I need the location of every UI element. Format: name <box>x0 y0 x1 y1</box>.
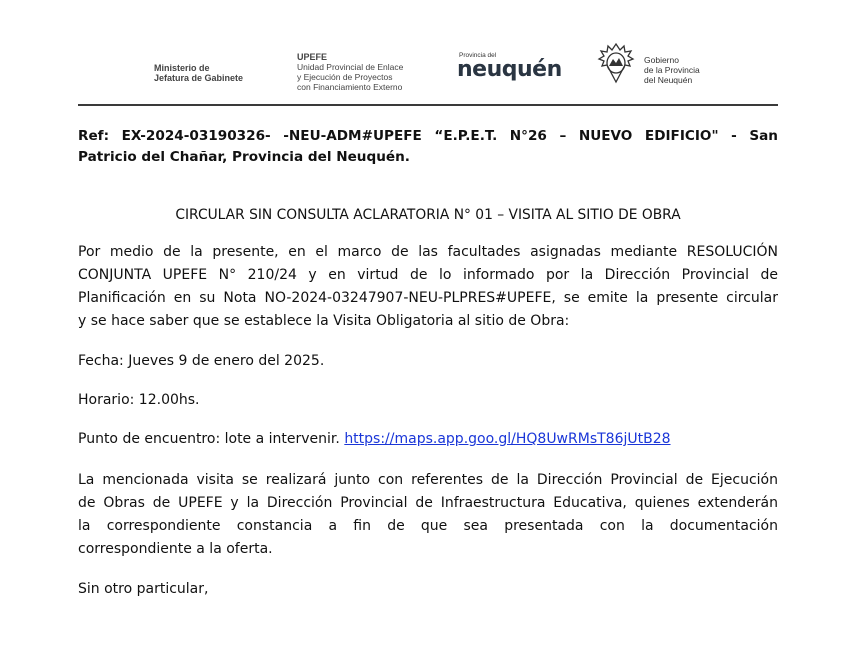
intro-paragraph <box>78 241 778 333</box>
upefe-line-2: y Ejecución de Proyectos <box>297 72 393 82</box>
intro-line: Planificación en su Nota NO-2024-03247907-NEU-PLPRES#UPEFE, se emite la presente circular <box>78 290 778 306</box>
gobierno-logo <box>644 55 700 85</box>
provincial-seal-icon <box>597 42 635 84</box>
intro-line: CONJUNTA UPEFE N° 210/24 y en virtud de lo informado por la Dirección Provincial de <box>78 267 778 283</box>
circular-title: CIRCULAR SIN CONSULTA ACLARATORIA N° 01 – VISITA AL SITIO DE OBRA <box>175 207 681 223</box>
gobierno-line-3: del Neuquén <box>644 75 693 85</box>
intro-line: Por medio de la presente, en el marco de las facultades asignadas mediante RESOLUCIÓN <box>78 244 778 260</box>
reference-line-2: Patricio del Chañar, Provincia del Neuquén. <box>78 149 410 165</box>
provincia-wordmark: neuquén <box>457 57 562 82</box>
punto-encuentro-line <box>78 428 778 451</box>
reference-line-1: Ref: EX-2024-03190326- -NEU-ADM#UPEFE “E.P.E.T. N°26 – NUEVO EDIFICIO" - San <box>78 128 778 144</box>
upefe-acronym: UPEFE <box>297 52 328 62</box>
visita-paragraph <box>78 469 778 561</box>
header-divider <box>78 104 778 106</box>
ministerio-line-1: Ministerio de <box>154 63 210 73</box>
upefe-line-1: Unidad Provincial de Enlace <box>297 62 404 72</box>
punto-encuentro-label: Punto de encuentro: lote a intervenir. <box>78 431 340 447</box>
provincia-neuquen-logo <box>457 52 562 81</box>
ministerio-line-2: Jefatura de Gabinete <box>154 73 244 83</box>
provincia-small-text: Provincia del <box>459 52 497 59</box>
visita-line: La mencionada visita se realizará junto con referentes de la Dirección Provincial de Ejecución <box>78 472 778 488</box>
upefe-logo <box>297 52 403 92</box>
visita-line: correspondiente a la oferta. <box>78 541 273 557</box>
gobierno-line-1: Gobierno <box>644 55 679 65</box>
reference-block <box>78 126 778 168</box>
fecha-line: Fecha: Jueves 9 de enero del 2025. <box>78 353 325 369</box>
visita-line: la correspondiente constancia a fin de que sea presentada con la documentación <box>78 518 778 534</box>
visita-line: de Obras de UPEFE y la Dirección Provincial de Infraestructura Educativa, quienes extenderán <box>78 495 778 511</box>
gobierno-line-2: de la Provincia <box>644 65 700 75</box>
closing-line: Sin otro particular, <box>78 581 209 597</box>
horario-line: Horario: 12.00hs. <box>78 392 200 408</box>
letterhead <box>78 40 778 104</box>
ministerio-logo <box>154 63 243 83</box>
maps-link[interactable]: https://maps.app.goo.gl/HQ8UwRMsT86jUtB28 <box>344 431 671 447</box>
upefe-line-3: con Financiamiento Externo <box>297 82 403 92</box>
intro-line: y se hace saber que se establece la Visita Obligatoria al sitio de Obra: <box>78 313 570 329</box>
